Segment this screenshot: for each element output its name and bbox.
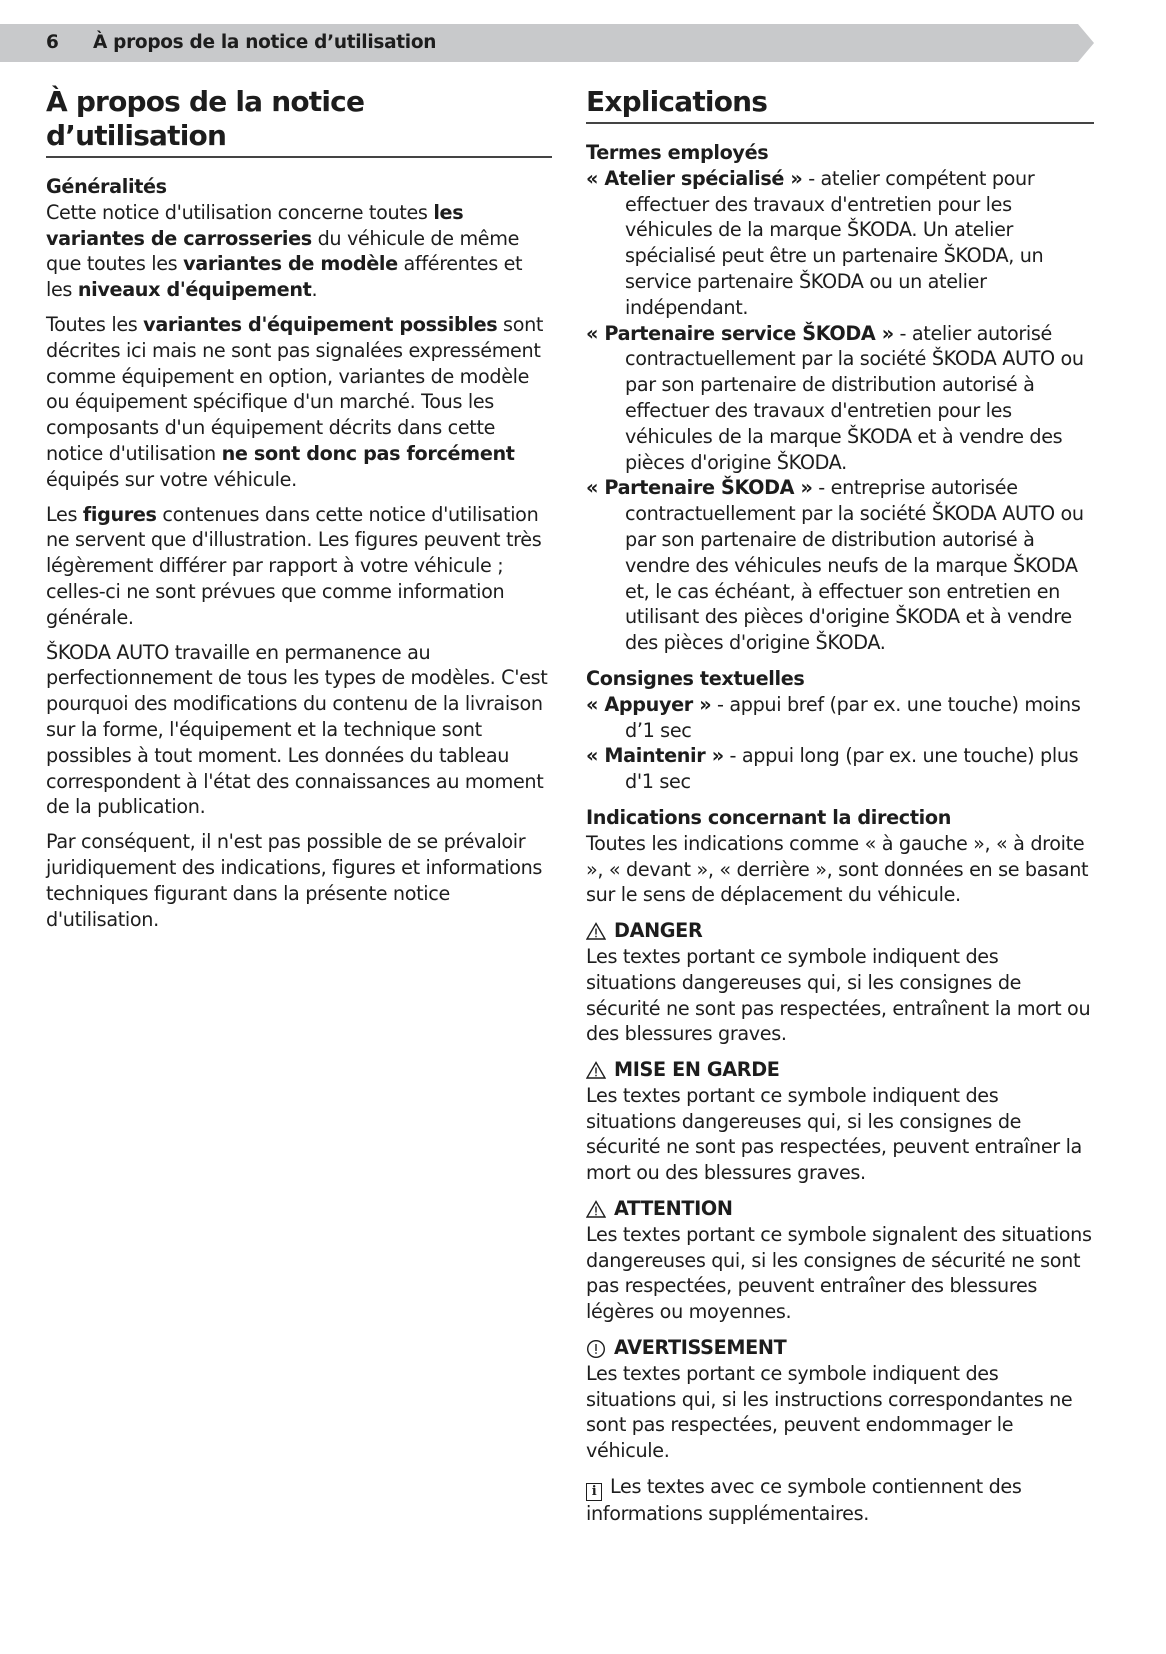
exclamation-circle-icon bbox=[586, 1338, 608, 1358]
info-icon: i bbox=[586, 1483, 602, 1501]
paragraph-4: ŠKODA AUTO travaille en permanence au perfectionnement de tous les types de modèles. C'est pourquoi des modifications du contenu de la livraison sur la forme, l'équipement et la technique sont possibles à tout moment. Les données du tableau correspondent à l'état des connaissances au moment de la publication. bbox=[46, 640, 548, 819]
notice-text: Les textes portant ce symbole indiquent des situations dangereuses qui, si les consignes de sécurité ne sont pas respectées, entraînent la mort ou des blessures graves. bbox=[586, 944, 1091, 1046]
section-title-about: À propos de la notice d’utilisation bbox=[46, 85, 552, 158]
term-item: « Partenaire ŠKODA » - entreprise autorisée contractuellement par la société ŠKODA AUTO ou par son partenaire de distribution autorisé à vendre des véhicules neufs de la marque ŠKODA et, le cas échéant, à effectuer son entretien en utilisant des pièces d'origine ŠKODA et à vendre des pièces d'origine ŠKODA. bbox=[586, 476, 1084, 655]
left-column bbox=[46, 85, 552, 941]
section-title-explications: Explications bbox=[586, 85, 1094, 124]
paragraph-3: Les figures contenues dans cette notice d'utilisation ne servent que d'illustration. Les figures peuvent très légèrement différer par rapport à votre véhicule ; celles-ci ne sont prévues que comme information générale. bbox=[46, 502, 542, 629]
instruction-item: « Maintenir » - appui long (par ex. une touche) plus d'1 sec bbox=[586, 744, 1079, 794]
term-item: « Atelier spécialisé » - atelier compétent pour effectuer des travaux d'entretien pour les véhicules de la marque ŠKODA. Un atelier spécialisé peut être un partenaire ŠKODA, un service partenaire ŠKODA ou un atelier indépendant. bbox=[586, 166, 1044, 319]
running-title: À propos de la notice d’utilisation bbox=[93, 32, 437, 53]
paragraph-2: Toutes les variantes d'équipement possibles sont décrites ici mais ne sont pas signalées expressément comme équipement en option, variantes de modèle ou équipement spécifique d'un marché. Tous les composants d'un équipement décrits dans cette notice d'utilisation ne sont donc pas forcément équipés sur votre véhicule. bbox=[46, 312, 544, 491]
paragraph-5: Par conséquent, il n'est pas possible de se prévaloir juridiquement des indications, figures et informations techniques figurant dans la présente notice d'utilisation. bbox=[46, 830, 543, 931]
running-header-arrow bbox=[1078, 24, 1094, 62]
direction-block bbox=[586, 805, 1094, 908]
warning-triangle-icon bbox=[586, 1060, 608, 1080]
subhead-direction: Indications concernant la direction bbox=[586, 805, 952, 829]
notice-avertissement bbox=[586, 1335, 1094, 1464]
warning-triangle-icon bbox=[586, 1199, 608, 1219]
subhead-instructions: Consignes textuelles bbox=[586, 666, 805, 690]
warning-triangle-icon bbox=[586, 921, 608, 941]
instructions-block bbox=[586, 666, 1094, 795]
term-item: « Partenaire service ŠKODA » - atelier autorisé contractuellement par la société ŠKODA AUTO ou par son partenaire de distribution autorisé à effectuer des travaux d'entretien pour les véhicules de la marque ŠKODA et à vendre des pièces d'origine ŠKODA. bbox=[586, 321, 1084, 474]
notice-title-danger: DANGER bbox=[614, 919, 703, 943]
terms-block bbox=[586, 140, 1094, 656]
notice-title-mise-en-garde: MISE EN GARDE bbox=[614, 1058, 780, 1082]
notice-attention bbox=[586, 1196, 1094, 1325]
notice-mise-en-garde bbox=[586, 1057, 1094, 1186]
notice-title-attention: ATTENTION bbox=[614, 1197, 733, 1221]
instruction-item: « Appuyer » - appui bref (par ex. une touche) moins d’1 sec bbox=[586, 692, 1081, 742]
paragraph-1: Cette notice d'utilisation concerne toutes les variantes de carrosseries du véhicule de même que toutes les variantes de modèle afférentes et les niveaux d'équipement. bbox=[46, 200, 523, 302]
notice-text: Les textes portant ce symbole indiquent des situations dangereuses qui, si les consignes de sécurité ne sont pas respectées, peuvent entraîner la mort ou des blessures graves. bbox=[586, 1083, 1082, 1185]
notice-text: Les textes portant ce symbole indiquent des situations qui, si les instructions correspondantes ne sont pas respectées, peuvent endommager le véhicule. bbox=[586, 1361, 1073, 1463]
running-header bbox=[46, 33, 436, 53]
notice-title-avertissement: AVERTISSEMENT bbox=[614, 1336, 787, 1360]
page-number: 6 bbox=[46, 32, 59, 53]
subhead-terms: Termes employés bbox=[586, 141, 769, 164]
notice-text: Les textes portant ce symbole signalent des situations dangereuses qui, si les consignes de sécurité ne sont pas respectées, peuvent entraîner des blessures légères ou moyennes. bbox=[586, 1222, 1092, 1324]
info-text: Les textes avec ce symbole contiennent des informations supplémentaires. bbox=[586, 1475, 1022, 1526]
direction-text: Toutes les indications comme « à gauche », « à droite », « devant », « derrière », sont données en se basant sur le sens de déplacement du véhicule. bbox=[586, 831, 1089, 907]
info-note bbox=[586, 1474, 1094, 1527]
notice-danger bbox=[586, 918, 1094, 1047]
right-column bbox=[586, 85, 1094, 1527]
subhead-generalites: Généralités bbox=[46, 175, 167, 198]
